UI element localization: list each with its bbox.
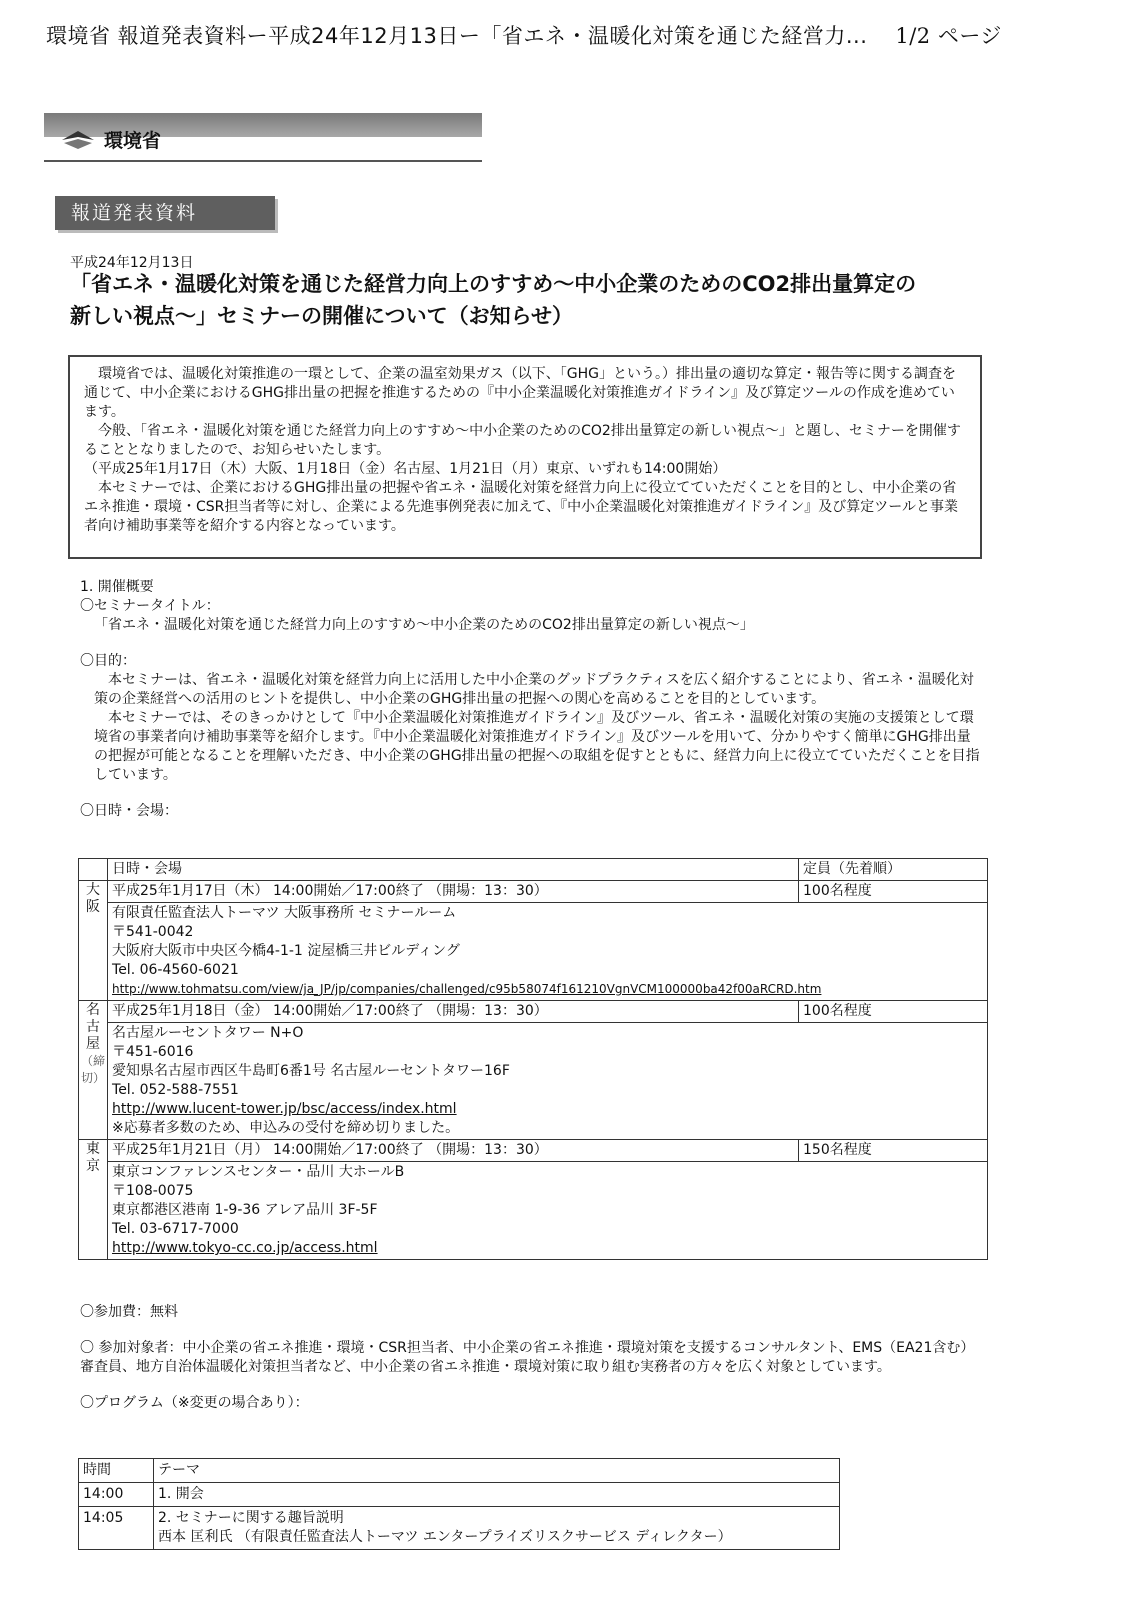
audience: 〇 参加対象者：中小企業の省エネ推進・環境・CSR担当者、中小企業の省エネ推進・環境対策を支援するコンサルタント、EMS（EA21含む）審査員、地方自治体温暖化対策担当者など、中小企業の省エネ推進・環境対策に取り組む実務者の方々を広く対象としています。 <box>80 1340 975 1375</box>
tokyo-place: 東京コンファレンスセンター・品川 大ホールB <box>112 1164 405 1180</box>
osaka-tel: Tel. 06-4560-6021 <box>112 962 239 978</box>
osaka-zip: 〒541-0042 <box>112 924 194 940</box>
header-time: 時間 <box>79 1459 154 1483</box>
header-date-venue: 日時・会場 <box>108 859 799 881</box>
nagoya-place: 名古屋ルーセントタワー N+O <box>112 1025 304 1041</box>
title-line-1: 「省エネ・温暖化対策を通じた経営力向上のすすめ～中小企業のためのCO2排出量算定の <box>70 272 917 296</box>
osaka-capacity: 100名程度 <box>799 881 988 903</box>
seminar-title-label: 〇セミナータイトル： <box>80 598 220 614</box>
header-title: 環境省 報道発表資料ー平成24年12月13日ー「省エネ・温暖化対策を通じた経営力... <box>46 24 868 48</box>
purpose-label: 〇目的： <box>80 653 136 669</box>
table-row-nagoya-venue <box>79 1023 988 1140</box>
purpose-paragraph-1: 本セミナーは、省エネ・温暖化対策を経営力向上に活用した中小企業のグッドプラクティスを広く紹介することにより、省エネ・温暖化対策の企業経営への活用のヒントを提供し、中小企業のGHG排出量の把握への関心を高めることを目的としています。 <box>94 672 974 707</box>
osaka-url-link[interactable]: http://www.tohmatsu.com/view/ja_JP/jp/companies/challenged/c95b58074f161210VgnVCM100000ba42f00aRCRD.htm <box>112 982 822 996</box>
header-capacity: 定員（先着順） <box>799 859 988 881</box>
tokyo-address: 東京都港区港南 1-9-36 アレア品川 3F-5F <box>112 1202 378 1218</box>
header-theme: テーマ <box>154 1459 840 1483</box>
summary-paragraph-1: 環境省では、温暖化対策推進の一環として、企業の温室効果ガス（以下、「GHG」という。）排出量の適切な算定・報告等に関する調査を通じて、中小企業におけるGHG排出量の把握を推進するための『中小企業温暖化対策推進ガイドライン』及び算定ツールの作成を進めています。 <box>84 366 956 420</box>
table-row-tokyo-venue <box>79 1162 988 1260</box>
print-header <box>46 20 1002 50</box>
seminar-title: 「省エネ・温暖化対策を通じた経営力向上のすすめ～中小企業のためのCO2排出量算定の新しい視点～」 <box>94 617 754 633</box>
section-heading: 1. 開催概要 <box>80 579 154 595</box>
venue-label: 〇日時・会場： <box>80 803 178 819</box>
page-number: 1/2 ページ <box>895 24 1002 48</box>
overview-section <box>80 578 980 821</box>
venue-table <box>78 858 988 1260</box>
table-row-osaka-time <box>79 881 988 903</box>
nagoya-capacity: 100名程度 <box>799 1001 988 1023</box>
program-time: 14:00 <box>79 1483 154 1507</box>
osaka-venue-cell <box>108 903 988 1001</box>
release-date: 平成24年12月13日 <box>70 255 194 271</box>
title-line-2: 新しい視点～」セミナーの開催について（お知らせ） <box>70 304 573 328</box>
program-theme: 1. 開会 <box>154 1483 840 1507</box>
table-header-row <box>79 859 988 881</box>
nagoya-venue-cell <box>108 1023 988 1140</box>
table-header-row <box>79 1459 840 1483</box>
osaka-place: 有限責任監査法人トーマツ 大阪事務所 セミナールーム <box>112 905 457 921</box>
nagoya-url-link[interactable]: http://www.lucent-tower.jp/bsc/access/index.html <box>112 1101 457 1117</box>
table-row <box>79 1483 840 1507</box>
tokyo-datetime: 平成25年1月21日（月） 14:00開始／17:00終了 （開場：13：30） <box>108 1140 799 1162</box>
table-row <box>79 1507 840 1550</box>
tokyo-zip: 〒108-0075 <box>112 1183 194 1199</box>
tokyo-venue-cell <box>108 1162 988 1260</box>
logo-text: 環境省 <box>104 130 162 152</box>
ministry-emblem-icon <box>60 128 96 152</box>
tokyo-tel: Tel. 03-6717-7000 <box>112 1221 239 1237</box>
osaka-address: 大阪府大阪市中央区今橋4-1-1 淀屋橋三井ビルディング <box>112 943 460 959</box>
nagoya-tel: Tel. 052-588-7551 <box>112 1082 239 1098</box>
logo-rule <box>44 160 482 162</box>
summary-box <box>68 355 982 559</box>
nagoya-address: 愛知県名古屋市西区牛島町6番1号 名古屋ルーセントタワー16F <box>112 1063 510 1079</box>
city-nagoya: 名古屋 （締切） <box>79 1001 108 1140</box>
nagoya-closed-notice: ※応募者多数のため、申込みの受付を締め切りました。 <box>112 1120 460 1136</box>
participation-section <box>80 1303 980 1413</box>
press-release-tag: 報道発表資料 <box>55 196 275 230</box>
nagoya-zip: 〒451-6016 <box>112 1044 194 1060</box>
summary-paragraph-4: 本セミナーでは、企業におけるGHG排出量の把握や省エネ・温暖化対策を経営力向上に役立てていただくことを目的とし、中小企業の省エネ推進・環境・CSR担当者等に対し、企業による先進事例発表に加えて、『中小企業温暖化対策推進ガイドライン』及び算定ツールと事業者向け補助事業等を紹介する内容となっています。 <box>84 480 958 534</box>
table-row-nagoya-time <box>79 1001 988 1023</box>
fee: 〇参加費：無料 <box>80 1304 178 1320</box>
city-osaka: 大阪 <box>79 881 108 1001</box>
program-table <box>78 1458 840 1550</box>
ministry-logo[interactable] <box>60 126 161 153</box>
program-theme: 2. セミナーに関する趣旨説明 西本 匡利氏 （有限責任監査法人トーマツ エンタープライズリスクサービス ディレクター） <box>154 1507 840 1550</box>
program-time: 14:05 <box>79 1507 154 1550</box>
summary-schedule: （平成25年1月17日（木）大阪、1月18日（金）名古屋、1月21日（月）東京、いずれも14:00開始） <box>84 461 727 477</box>
program-label: 〇プログラム（※変更の場合あり）： <box>80 1395 309 1411</box>
table-row-osaka-venue <box>79 903 988 1001</box>
page-title <box>70 268 1010 332</box>
tokyo-url-link[interactable]: http://www.tokyo-cc.co.jp/access.html <box>112 1240 378 1256</box>
nagoya-datetime: 平成25年1月18日（金） 14:00開始／17:00終了 （開場：13：30） <box>108 1001 799 1023</box>
table-row-tokyo-time <box>79 1140 988 1162</box>
city-tokyo: 東京 <box>79 1140 108 1260</box>
tokyo-capacity: 150名程度 <box>799 1140 988 1162</box>
osaka-datetime: 平成25年1月17日（木） 14:00開始／17:00終了 （開場：13：30） <box>108 881 799 903</box>
purpose-paragraph-2: 本セミナーでは、そのきっかけとして『中小企業温暖化対策推進ガイドライン』及びツール、省エネ・温暖化対策の実施の支援策として環境省の事業者向け補助事業等を紹介します。『中小企業温暖化対策推進ガイドライン』及びツールを用いて、分かりやすく簡単にGHG排出量の把握が可能となることを理解いただき、中小企業のGHG排出量の把握への取組を促すとともに、経営力向上に役立てていただくことを目指しています。 <box>94 710 980 783</box>
program-speaker: 西本 匡利氏 （有限責任監査法人トーマツ エンタープライズリスクサービス ディレクター） <box>158 1529 732 1545</box>
summary-paragraph-2: 今般、「省エネ・温暖化対策を通じた経営力向上のすすめ～中小企業のためのCO2排出量算定の新しい視点～」と題し、セミナーを開催することとなりましたので、お知らせいたします。 <box>84 423 961 458</box>
nagoya-closed-note: （締切） <box>81 1054 106 1085</box>
